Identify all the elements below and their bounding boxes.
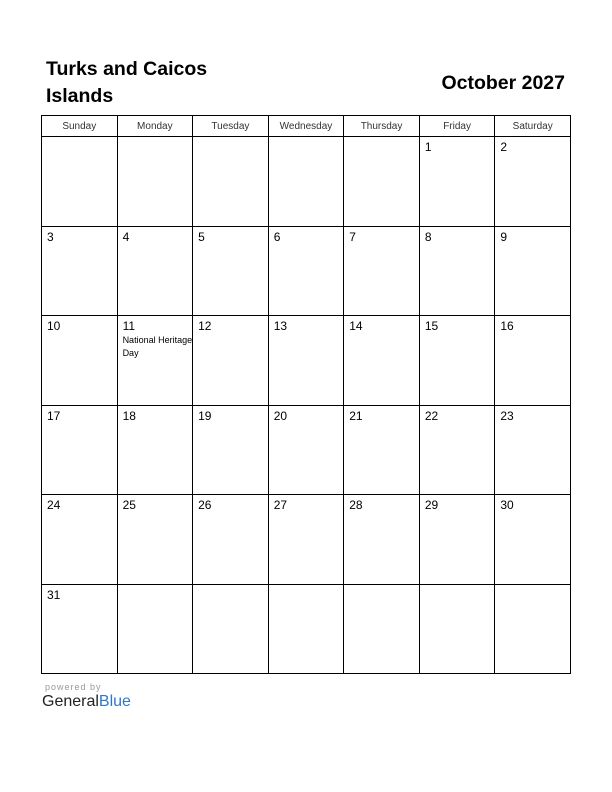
day-number: 10 xyxy=(47,319,61,333)
empty-day-cell xyxy=(495,584,571,674)
day-cell xyxy=(117,495,193,585)
day-number: 28 xyxy=(349,498,363,512)
country-title: Turks and Caicos Islands xyxy=(46,58,208,107)
day-number: 3 xyxy=(47,229,54,244)
day-number: 14 xyxy=(349,319,363,333)
day-number: 23 xyxy=(500,408,514,423)
calendar-grid xyxy=(41,115,571,674)
day-number: 7 xyxy=(349,229,356,244)
day-cell xyxy=(419,226,495,316)
weekday-wednesday: Wednesday xyxy=(268,116,344,137)
day-number: 13 xyxy=(273,319,288,333)
empty-day-cell xyxy=(117,137,193,227)
day-number: 29 xyxy=(424,498,439,512)
week-row xyxy=(42,584,571,674)
empty-day-cell xyxy=(268,584,344,674)
day-cell xyxy=(193,495,269,585)
day-cell xyxy=(344,316,420,406)
day-cell xyxy=(42,226,118,316)
day-number: 18 xyxy=(122,408,136,423)
weekday-sunday: Sunday xyxy=(42,116,118,137)
day-number: 17 xyxy=(47,408,61,423)
empty-day-cell xyxy=(193,137,269,227)
day-number: 15 xyxy=(424,319,439,333)
day-cell xyxy=(344,405,420,495)
day-number: 31 xyxy=(47,587,61,602)
weekday-thursday: Thursday xyxy=(344,116,420,137)
empty-day-cell xyxy=(193,584,269,674)
day-cell xyxy=(193,405,269,495)
day-number: 1 xyxy=(424,140,432,154)
day-number: 21 xyxy=(349,408,363,423)
day-number: 16 xyxy=(500,319,514,333)
day-number: 11 xyxy=(122,319,136,333)
weekday-header-row xyxy=(42,116,571,137)
day-cell xyxy=(344,226,420,316)
weekday-friday: Friday xyxy=(419,116,495,137)
brand-blue-text: Blue xyxy=(98,693,131,710)
holiday-label: National Heritage Day xyxy=(122,335,193,358)
week-row xyxy=(42,495,571,585)
day-cell xyxy=(344,495,420,585)
day-cell xyxy=(42,316,118,406)
day-cell xyxy=(193,226,269,316)
calendar-body xyxy=(42,137,571,674)
day-cell xyxy=(495,405,571,495)
day-number: 25 xyxy=(122,498,136,512)
week-row xyxy=(42,316,571,406)
powered-by-text: powered by xyxy=(45,682,102,692)
weekday-tuesday: Tuesday xyxy=(193,116,269,137)
day-cell xyxy=(495,316,571,406)
day-cell xyxy=(117,226,193,316)
day-number: 12 xyxy=(198,319,212,333)
day-cell xyxy=(495,226,571,316)
day-cell xyxy=(42,405,118,495)
day-cell xyxy=(268,495,344,585)
day-cell xyxy=(419,137,495,227)
week-row xyxy=(42,405,571,495)
day-number: 24 xyxy=(47,498,61,512)
day-cell xyxy=(42,584,118,674)
day-cell xyxy=(268,405,344,495)
day-cell xyxy=(117,405,193,495)
weekday-saturday: Saturday xyxy=(495,116,571,137)
brand-logo[interactable] xyxy=(42,693,131,711)
day-cell xyxy=(117,316,193,406)
week-row xyxy=(42,226,571,316)
day-number: 4 xyxy=(122,229,130,244)
day-number: 6 xyxy=(273,229,281,244)
day-number: 5 xyxy=(198,229,205,244)
day-number: 19 xyxy=(198,408,212,423)
day-cell xyxy=(193,316,269,406)
brand-general-text: General xyxy=(42,693,99,710)
day-cell xyxy=(419,495,495,585)
day-cell xyxy=(495,495,571,585)
day-number: 30 xyxy=(500,498,514,512)
day-number: 27 xyxy=(273,498,288,512)
month-title: October 2027 xyxy=(441,72,565,94)
day-cell xyxy=(268,316,344,406)
empty-day-cell xyxy=(344,584,420,674)
empty-day-cell xyxy=(268,137,344,227)
day-number: 2 xyxy=(500,140,508,154)
day-cell xyxy=(268,226,344,316)
day-number: 8 xyxy=(424,229,432,244)
day-cell xyxy=(419,316,495,406)
empty-day-cell xyxy=(419,584,495,674)
day-number: 20 xyxy=(273,408,288,423)
day-cell xyxy=(42,495,118,585)
empty-day-cell xyxy=(42,137,118,227)
day-number: 9 xyxy=(500,229,508,244)
empty-day-cell xyxy=(344,137,420,227)
day-cell xyxy=(495,137,571,227)
footer xyxy=(42,682,131,711)
weekday-monday: Monday xyxy=(117,116,193,137)
week-row xyxy=(42,137,571,227)
day-cell xyxy=(419,405,495,495)
empty-day-cell xyxy=(117,584,193,674)
day-number: 22 xyxy=(424,408,439,423)
day-number: 26 xyxy=(198,498,212,512)
